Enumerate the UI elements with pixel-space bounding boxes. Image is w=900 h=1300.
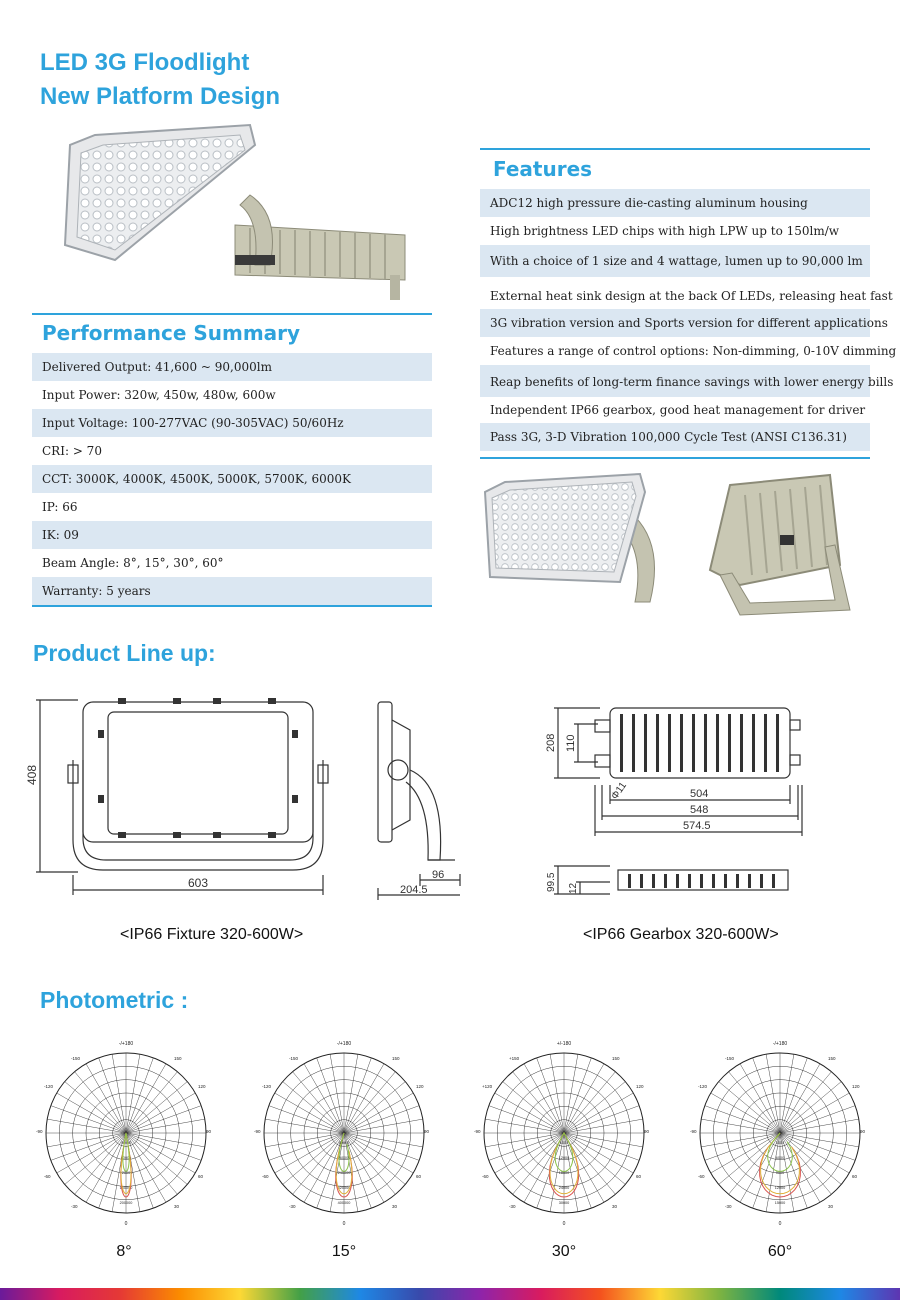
polar-left-label: -150 bbox=[71, 1056, 81, 1061]
polar-ring-label: 9000 bbox=[775, 1171, 785, 1175]
fixture-dim-width: 603 bbox=[188, 876, 209, 890]
fixture-front-drawing bbox=[25, 690, 338, 905]
polar-ring-label: 12000 bbox=[774, 1186, 786, 1190]
performance-row: Beam Angle: 8°, 15°, 30°, 60° bbox=[42, 556, 224, 570]
polar-left-label: +150 bbox=[509, 1056, 520, 1061]
polar-left-label: -120 bbox=[698, 1084, 708, 1089]
polar-left-label: -60 bbox=[482, 1174, 489, 1179]
features-bottom-rule bbox=[480, 457, 870, 459]
polar-top-label: -/+180 bbox=[772, 1041, 788, 1047]
gearbox-dim-995: 99.5 bbox=[546, 872, 557, 892]
polar-ring-label: 80000 bbox=[120, 1156, 132, 1160]
gearbox-dim-hole: Φ11 bbox=[609, 780, 629, 802]
polar-left-label: -120 bbox=[262, 1084, 272, 1089]
polar-right-label: 120 bbox=[852, 1084, 860, 1089]
polar-chart-15deg bbox=[254, 1038, 434, 1228]
polar-right-label: 30 bbox=[828, 1204, 834, 1209]
fixture-caption: <IP66 Fixture 320-600W> bbox=[120, 926, 304, 943]
polar-left-label: -90 bbox=[474, 1129, 481, 1134]
polar-bottom-label: 0 bbox=[124, 1221, 128, 1227]
polar-bottom-label: 0 bbox=[778, 1221, 782, 1227]
performance-row: CCT: 3000K, 4000K, 4500K, 5000K, 5700K, 6000K bbox=[32, 465, 432, 493]
gearbox-dim-110: 110 bbox=[565, 734, 577, 752]
polar-ring-label: 320000 bbox=[337, 1186, 351, 1190]
polar-ring-label: 120000 bbox=[119, 1171, 133, 1175]
polar-ring-label: 18000 bbox=[558, 1171, 570, 1175]
polar-top-label: +/-180 bbox=[556, 1041, 572, 1047]
polar-left-label: -60 bbox=[698, 1174, 705, 1179]
performance-row: Delivered Output: 41,600 ~ 90,000lm bbox=[32, 353, 432, 381]
performance-row: Input Power: 320w, 450w, 480w, 600w bbox=[42, 388, 276, 402]
polar-right-label: 150 bbox=[828, 1056, 836, 1061]
polar-ring-label: 80000 bbox=[338, 1141, 350, 1145]
polar-bottom-label: 0 bbox=[342, 1221, 346, 1227]
polar-right-label: 90 bbox=[206, 1129, 212, 1134]
performance-row: Input Voltage: 100-277VAC (90-305VAC) 50/60Hz bbox=[32, 409, 432, 437]
polar-chart-60deg bbox=[690, 1038, 870, 1228]
feature-row: 3G vibration version and Sports version for different applications bbox=[480, 309, 870, 337]
polar-right-label: 60 bbox=[852, 1174, 858, 1179]
performance-bottom-rule bbox=[32, 605, 432, 607]
angle-label-30: 30° bbox=[551, 1243, 577, 1260]
polar-left-label: -30 bbox=[509, 1204, 516, 1209]
polar-right-label: 90 bbox=[424, 1129, 430, 1134]
feature-row: Pass 3G, 3-D Vibration 100,000 Cycle Test (ANSI C136.31) bbox=[480, 423, 870, 451]
feature-row: External heat sink design at the back Of LEDs, releasing heat fast bbox=[490, 289, 893, 303]
performance-row: IK: 09 bbox=[32, 521, 432, 549]
fixture-dim-depth: 204.5 bbox=[400, 884, 428, 896]
polar-left-label: -30 bbox=[71, 1204, 78, 1209]
polar-right-label: 30 bbox=[174, 1204, 180, 1209]
gearbox-caption: <IP66 Gearbox 320-600W> bbox=[583, 926, 779, 943]
polar-left-label: -90 bbox=[36, 1129, 43, 1134]
gearbox-dim-12: 12 bbox=[568, 882, 579, 894]
polar-left-label: -60 bbox=[262, 1174, 269, 1179]
features-list bbox=[480, 189, 897, 451]
polar-left-label: -120 bbox=[44, 1084, 54, 1089]
floodlight-front-image bbox=[480, 472, 680, 617]
fixture-side-drawing bbox=[370, 690, 470, 905]
features-heading: Features bbox=[493, 157, 593, 181]
gearbox-dim-504: 504 bbox=[690, 788, 709, 800]
gearbox-dim-208: 208 bbox=[545, 733, 557, 752]
polar-right-label: 90 bbox=[860, 1129, 866, 1134]
gearbox-dim-5745: 574.5 bbox=[683, 820, 711, 832]
polar-left-label: -90 bbox=[254, 1129, 261, 1134]
polar-right-label: 120 bbox=[636, 1084, 644, 1089]
performance-heading: Performance Summary bbox=[42, 321, 301, 345]
angle-label-15: 15° bbox=[331, 1243, 357, 1260]
feature-row: ADC12 high pressure die-casting aluminum housing bbox=[480, 189, 870, 217]
polar-left-label: -60 bbox=[44, 1174, 51, 1179]
polar-right-label: 60 bbox=[416, 1174, 422, 1179]
angle-label-60: 60° bbox=[767, 1243, 793, 1260]
photometric-heading: Photometric : bbox=[40, 987, 189, 1013]
fixture-dim-height: 408 bbox=[25, 764, 39, 785]
footer-color-band bbox=[0, 1288, 900, 1300]
polar-ring-label: 3000 bbox=[775, 1141, 785, 1145]
polar-ring-label: 160000 bbox=[337, 1156, 351, 1160]
polar-left-label: -30 bbox=[289, 1204, 296, 1209]
polar-ring-label: 200000 bbox=[119, 1201, 133, 1205]
gearbox-side-drawing bbox=[540, 860, 810, 905]
title-line-1: LED 3G Floodlight bbox=[40, 49, 250, 76]
polar-right-label: 120 bbox=[198, 1084, 206, 1089]
lineup-heading: Product Line up: bbox=[33, 640, 216, 666]
fixture-dim-bracket: 96 bbox=[432, 869, 445, 881]
polar-top-label: -/+180 bbox=[118, 1041, 134, 1047]
polar-right-label: 150 bbox=[392, 1056, 400, 1061]
polar-ring-label: 30000 bbox=[558, 1201, 570, 1205]
feature-row: Reap benefits of long-term finance savings with lower energy bills bbox=[480, 365, 870, 397]
polar-chart-8deg bbox=[36, 1038, 216, 1228]
angle-label-8: 8° bbox=[116, 1243, 132, 1260]
features-top-rule bbox=[480, 148, 870, 150]
polar-chart-30deg bbox=[474, 1038, 654, 1228]
polar-top-label: -/+180 bbox=[336, 1041, 352, 1047]
polar-left-label: -150 bbox=[289, 1056, 299, 1061]
polar-right-label: 30 bbox=[612, 1204, 618, 1209]
polar-left-label: +120 bbox=[482, 1084, 493, 1089]
floodlight-hero-image bbox=[55, 125, 415, 310]
polar-ring-label: 160000 bbox=[119, 1186, 133, 1190]
polar-ring-label: 400000 bbox=[337, 1201, 351, 1205]
polar-ring-label: 24000 bbox=[558, 1186, 570, 1190]
polar-right-label: 150 bbox=[174, 1056, 182, 1061]
performance-row: CRI: > 70 bbox=[42, 444, 102, 458]
title-line-2: New Platform Design bbox=[40, 83, 281, 110]
feature-row: High brightness LED chips with high LPW up to 150lm/w bbox=[490, 224, 840, 238]
gearbox-top-drawing bbox=[540, 700, 810, 840]
feature-row: Features a range of control options: Non-dimming, 0-10V dimming bbox=[490, 344, 897, 358]
polar-ring-label: 12000 bbox=[558, 1156, 570, 1160]
feature-row: Independent IP66 gearbox, good heat management for driver bbox=[490, 403, 866, 417]
feature-row: With a choice of 1 size and 4 wattage, lumen up to 90,000 lm bbox=[480, 245, 870, 277]
polar-ring-label: 15000 bbox=[774, 1201, 786, 1205]
polar-left-label: -90 bbox=[690, 1129, 697, 1134]
page-title bbox=[40, 46, 280, 114]
polar-right-label: 120 bbox=[416, 1084, 424, 1089]
polar-left-label: -30 bbox=[725, 1204, 732, 1209]
performance-list bbox=[32, 353, 432, 605]
gearbox-dim-548: 548 bbox=[690, 804, 709, 816]
performance-row: IP: 66 bbox=[42, 500, 78, 514]
polar-right-label: 60 bbox=[636, 1174, 642, 1179]
floodlight-back-image bbox=[700, 475, 870, 620]
polar-ring-label: 240000 bbox=[337, 1171, 351, 1175]
performance-top-rule bbox=[32, 313, 432, 315]
polar-left-label: -150 bbox=[725, 1056, 735, 1061]
polar-ring-label: 6000 bbox=[775, 1156, 785, 1160]
polar-right-label: 30 bbox=[392, 1204, 398, 1209]
polar-right-label: 60 bbox=[198, 1174, 204, 1179]
polar-right-label: 150 bbox=[612, 1056, 620, 1061]
polar-ring-label: 40000 bbox=[120, 1141, 132, 1145]
polar-bottom-label: 0 bbox=[562, 1221, 566, 1227]
performance-row: Warranty: 5 years bbox=[32, 577, 432, 605]
polar-right-label: 90 bbox=[644, 1129, 650, 1134]
polar-ring-label: 6000 bbox=[559, 1141, 569, 1145]
